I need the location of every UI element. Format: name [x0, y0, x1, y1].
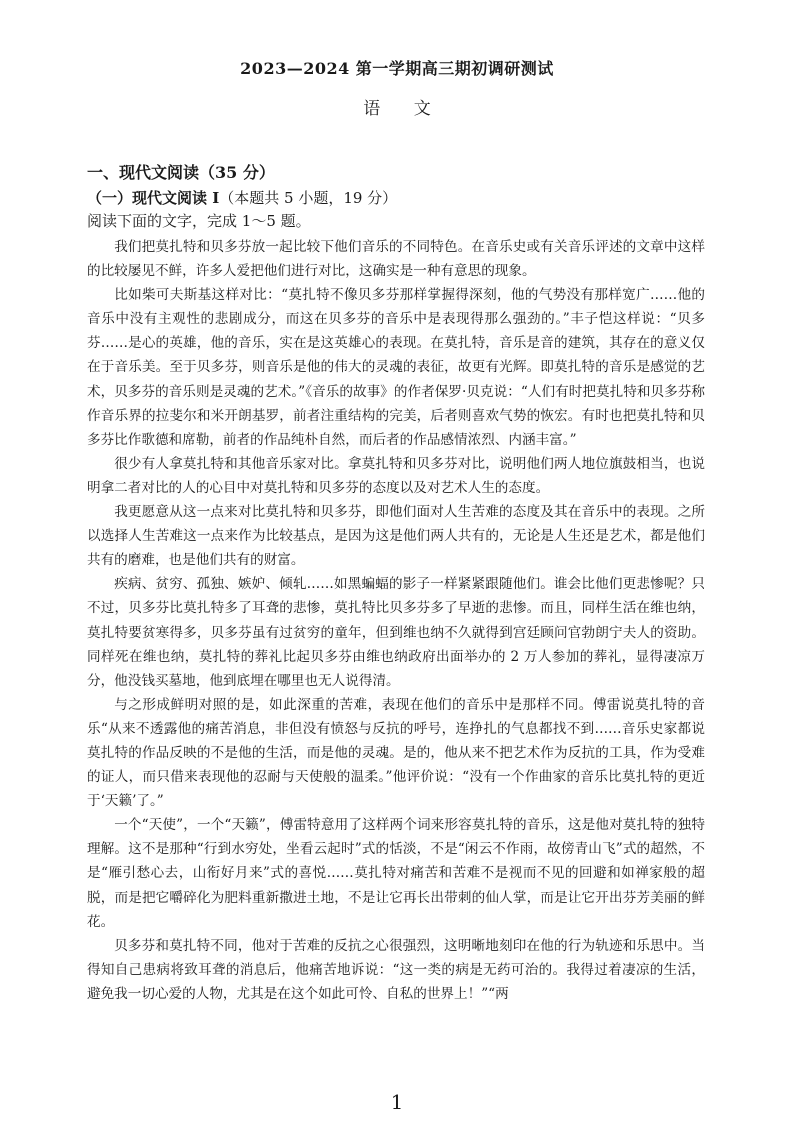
section-heading: 一、现代文阅读（35 分）: [87, 163, 275, 182]
reading-section: [87, 160, 705, 1006]
passage-paragraph: 与之形成鲜明对照的是，如此深重的苦难，表现在他们的音乐中是那样不同。傅雷说莫扎特的音乐“从来不透露他的痛苦消息，非但没有愤怒与反抗的呼号，连挣扎的气息都找不到……音乐史家都说莫扎特的作品反映的不是他的生活，而是他的灵魂。是的，他从来不把艺术作为反抗的工具，作为受难的证人，而只借来表现他的忍耐与天使般的温柔。”他评价说：“没有一个作曲家的音乐比莫扎特的更近于‘天籁’了。”: [87, 696, 705, 810]
passage-paragraph: 很少有人拿莫扎特和其他音乐家对比。拿莫扎特和贝多芬对比，说明他们两人地位旗鼓相当，也说明拿二者对比的人的心目中对莫扎特和贝多芬的态度以及对艺术人生的态度。: [87, 455, 705, 496]
passage-paragraph: 一个“天使”，一个“天籁”，傅雷特意用了这样两个词来形容莫扎特的音乐，这是他对莫扎特的独特理解。这不是那种“行到水穷处，坐看云起时”式的恬淡，不是“闲云不作雨，故傍青山飞”式的超然，不是“雁引愁心去，山衔好月来”式的喜悦……莫扎特对痛苦和苦难不是视而不见的回避和如禅家般的超脱，而是把它嚼碎化为肥料重新撒进土地，不是让它再长出带刺的仙人掌，而是让它开出芬芳美丽的鲜花。: [87, 817, 705, 930]
sub-heading-label: （一）现代文阅读 I: [87, 189, 220, 207]
reading-instruction: 阅读下面的文字，完成 1～5 题。: [87, 212, 311, 230]
passage-paragraph: 比如柴可夫斯基这样对比：“莫扎特不像贝多芬那样掌握得深刻，他的气势没有那样宽广……他的音乐中没有主观性的悲剧成分，而这在贝多芬的音乐中是表现得那么强劲的。”丰子恺这样说：“贝多芬……是心的英雄，他的音乐，实在是这英雄心的表现。在莫扎特，音乐是音的建筑，其存在的意义仅在于音乐美。至于贝多芬，则音乐是他的伟大的灵魂的表征，故更有光辉。即莫扎特的音乐是感觉的艺术，贝多芬的音乐则是灵魂的艺术。”《音乐的故事》的作者保罗·贝克说：“人们有时把莫扎特和贝多芬称作音乐界的拉斐尔和米开朗基罗，前者注重结构的完美，后者则喜欢气势的恢宏。有时也把莫扎特和贝多芬比作歌德和席勒，前者的作品纯朴自然，而后者的作品感情浓烈、内涵丰富。”: [87, 287, 705, 448]
passage-paragraph: 疾病、贫穷、孤独、嫉妒、倾轧……如黑蝙蝠的影子一样紧紧跟随他们。谁会比他们更悲惨呢？只不过，贝多芬比莫扎特多了耳聋的悲惨，莫扎特比贝多芬多了早逝的悲惨。而且，同样生活在维也纳，莫扎特要贫寒得多，贝多芬虽有过贫穷的童年，但到维也纳不久就得到宫廷顾问官勃朗宁夫人的资助。同样死在维也纳，莫扎特的葬礼比起贝多芬由维也纳政府出面举办的 2 万人参加的葬礼，显得凄凉万分，他没钱买墓地，他到底埋在哪里也无人说得清。: [87, 576, 705, 689]
passage-paragraph: 我更愿意从这一点来对比莫扎特和贝多芬，即他们面对人生苦难的态度及其在音乐中的表现。之所以选择人生苦难这一点来作为比较基点，是因为这是他们两人共有的，无论是人生还是艺术，都是他们共有的磨难，也是他们共有的财富。: [87, 504, 705, 569]
exam-title: 2023—2024 第一学期高三期初调研测试: [240, 59, 554, 78]
sub-heading: [87, 186, 705, 210]
page-number: 1: [390, 1090, 404, 1114]
passage-paragraph: 贝多芬和莫扎特不同，他对于苦难的反抗之心很强烈，这明晰地刻印在他的行为轨迹和乐思中。当得知自己患病将致耳聋的消息后，他痛苦地诉说：“这一类的病是无药可治的。我得过着凄凉的生活，避免我一切心爱的人物，尤其是在这个如此可怜、自私的世界上！”“两: [87, 937, 705, 1002]
sub-heading-score: （本题共 5 小题，19 分）: [219, 189, 398, 207]
passage-paragraph: 我们把莫扎特和贝多芬放一起比较下他们音乐的不同特色。在音乐史或有关音乐评述的文章中这样的比较屡见不鲜，许多人爱把他们进行对比，这确实是一种有意思的现象。: [87, 239, 705, 280]
subject-title: 语 文: [363, 99, 445, 119]
